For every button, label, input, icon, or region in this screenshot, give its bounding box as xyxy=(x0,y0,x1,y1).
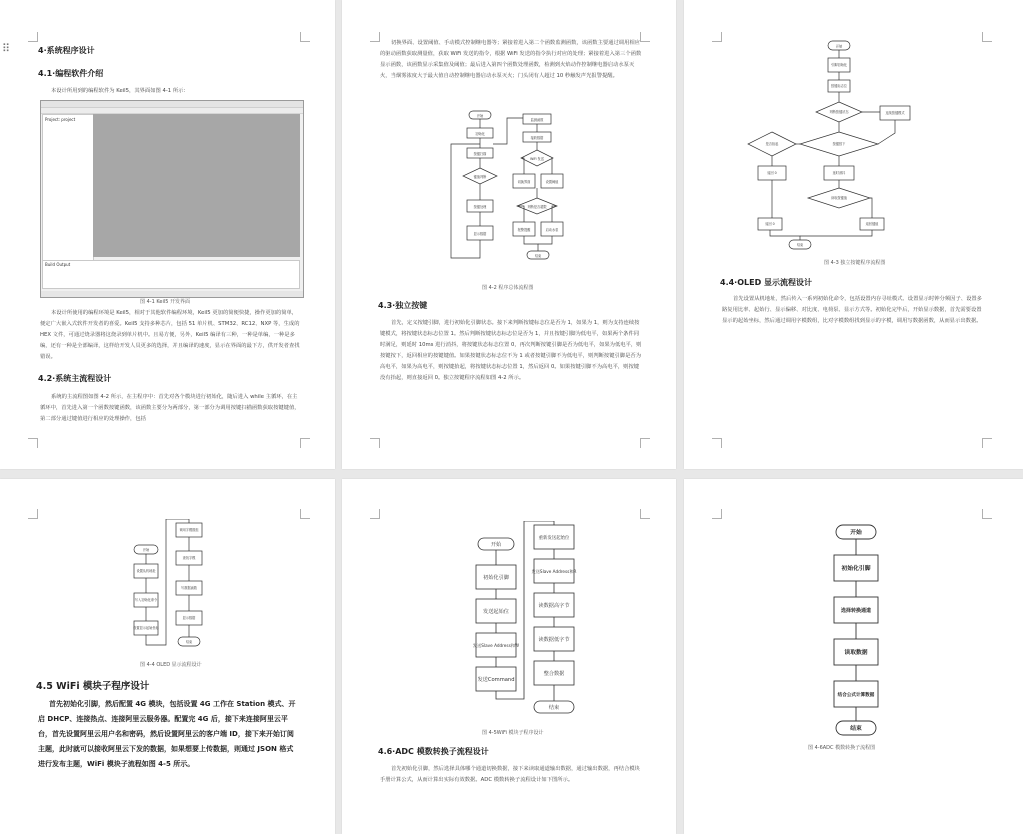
flow-label: 开始 xyxy=(476,114,484,118)
flow-label: 发送Command xyxy=(477,677,515,683)
flow-label: 写入初始化命令 xyxy=(134,598,158,602)
flow-label: 开始 xyxy=(142,548,150,552)
flow-label: 设置从机地址 xyxy=(136,569,156,573)
page-corner-mark xyxy=(300,509,310,519)
flow-label: 发送起始位 xyxy=(483,609,509,615)
flow-label: 查找字模 xyxy=(182,556,196,560)
flow-label: 报警提醒 xyxy=(517,228,531,232)
drag-handle-icon[interactable]: ⠿ xyxy=(2,42,12,55)
flow-label: WiFi 发送 xyxy=(530,157,544,161)
flow-label: 发送Slave Address和R xyxy=(531,569,577,574)
key-flowchart xyxy=(740,38,920,254)
flow-label: 返回键值 xyxy=(865,222,879,226)
section-heading-4-5: 4.5 WiFi 模块子程序设计 xyxy=(36,681,150,692)
flow-label: 读数据高字节 xyxy=(538,603,570,609)
flow-label: 调用字模数组 xyxy=(179,528,199,532)
flow-label: 结束 xyxy=(850,726,862,732)
flow-label: 返回 0 xyxy=(765,222,775,226)
flow-label: 读取按键值 xyxy=(831,196,847,200)
flow-label: 初始化 xyxy=(475,132,485,136)
output-label: Build Output xyxy=(45,262,71,267)
screenshot-editor-area xyxy=(93,114,300,257)
flow-label: 接收数据 xyxy=(530,136,544,140)
page-corner-mark xyxy=(982,438,992,448)
flow-label: 结束 xyxy=(534,254,542,258)
page-corner-mark xyxy=(370,32,380,42)
wifi-flowchart xyxy=(472,521,587,721)
adc-flowchart xyxy=(826,523,886,739)
flow-label: 按键扫描 xyxy=(473,152,487,156)
program-flowchart xyxy=(447,108,582,273)
page-corner-mark xyxy=(712,509,722,519)
flow-label: 监测函数 xyxy=(530,118,544,122)
flow-label: 结束 xyxy=(185,640,193,644)
flow-label: 判断是否超限 xyxy=(527,205,547,209)
section-heading-4-1: 4.1·编程软件介绍 xyxy=(38,69,104,78)
section-heading-4-2: 4.2·系统主流程设计 xyxy=(38,374,112,383)
keil5-screenshot xyxy=(40,100,304,298)
document-page-3 xyxy=(684,0,1023,469)
figure-caption: 图 4-4 OLED 显示流程设计 xyxy=(140,662,202,668)
document-page-4 xyxy=(0,479,335,834)
paragraph: 首先设置从机地址，然后传入一系列初始化命令，包括设置内存寻址模式、设置显示时钟分频因子、设置多路复用比率、起始行、显示偏移、对比度、电荷泵、显示方式等。初始化完毕后，开始显示数据，首先需要设置显示的起始坐标，然后通过调用字模数组，比对字模数组找到显示的字模，调用写数据函数，从而显示出数据。 xyxy=(722,296,982,324)
paragraph: 本设计所使用的编程环境是 Keil5，相对于其他软件编程环境，Keil5 更加的简便快捷，操作更加的简单，便定广大嵌入式软件开发者的喜爱。Keil5 支持多种芯片，包括 51 单片机、STM32、RC12、NXP 等，生成的 HEX 文件，可通过烧录器将这烧录到单片机中。且易方便，另外，Keil5 编译有三种，一种是单编，一种是多编，还有一种是全部编译，这样给开发人员更多的选择，并且编译的速度，显示在界面的最下方，供开发者查找错误。 xyxy=(40,310,300,360)
flow-label: 设置显示起始坐标 xyxy=(133,626,159,630)
page-corner-mark xyxy=(640,438,650,448)
flow-label: 按键按下 xyxy=(832,142,846,146)
page-corner-mark xyxy=(982,32,992,42)
figure-caption: 图 4-5WiFi 模块子程序设计 xyxy=(482,730,544,736)
flow-label: 重新发送起始位 xyxy=(538,536,570,541)
flow-label: 读数据低字节 xyxy=(538,637,570,643)
flow-label: 整合数据 xyxy=(543,671,565,677)
paragraph: 切换界面、设置阈值、手动模式控制继电器等；紧接着进入第二个函数监测函数，该函数主要通过调用相应的驱动函数获取测量值，获取 WiFi 发送的指令，根据 WiFi 发送的指令执行对应的处理；紧接着进入第三个函数显示函数，该函数显示采集值及阈值；最后进入第四个函数处理函数，检测到火焰动作控制继电器启动水泵灭火，当烟雾浓度大于最大值自动控制继电器启动水泵灭火；门头闭有人超过 10 秒触发声光报警提醒。 xyxy=(380,40,642,79)
chapter-heading: 4·系统程序设计 xyxy=(38,46,95,55)
flow-label: 开始 xyxy=(835,44,843,49)
document-page-2 xyxy=(342,0,676,469)
flow-label: 结合公式计算数据 xyxy=(837,693,875,698)
section-heading-4-3: 4.3·独立按键 xyxy=(378,301,428,310)
screenshot-titlebar xyxy=(41,101,303,108)
figure-caption: 图 4-1 Keil5 开发界面 xyxy=(140,299,191,305)
paragraph: 本设计所用到的编程软件为 Keil5，其界面如图 4-1 所示： xyxy=(51,88,189,94)
flow-label: 结束 xyxy=(796,243,804,247)
page-corner-mark xyxy=(300,32,310,42)
screenshot-project-panel xyxy=(42,114,94,263)
page-corner-mark xyxy=(370,509,380,519)
flow-label: 判断按键状态 xyxy=(829,110,849,114)
flow-label: 延时消抖 xyxy=(832,171,846,175)
screenshot-statusbar xyxy=(41,291,303,297)
flow-label: 开始 xyxy=(490,542,502,548)
page-corner-mark xyxy=(712,438,722,448)
flow-label: 显示数据 xyxy=(182,616,196,620)
paragraph: 首先初始化引脚，然后选择具体哪个通道切换数据，接下来读取通道输出数据，通过输出数据，再结合模块手册计算公式，从而计算出实际有效数据。ADC 模数转换子流程设计如下图所示。 xyxy=(380,766,640,783)
flow-label: 开始 xyxy=(850,530,862,536)
flow-label: 结束 xyxy=(548,705,560,711)
figure-caption: 图 4-3 独立按键程序流程图 xyxy=(824,260,886,266)
flow-label: 返回 0 xyxy=(767,171,777,175)
page-corner-mark xyxy=(300,438,310,448)
page-corner-mark xyxy=(370,438,380,448)
figure-caption: 图 4-2 程序总体流程图 xyxy=(482,285,534,291)
flow-label: 启动水泵 xyxy=(545,228,559,232)
flow-label: 读取数据 xyxy=(844,650,868,656)
flow-label: 初始化引脚 xyxy=(483,575,509,581)
page-corner-mark xyxy=(640,509,650,519)
page-corner-mark xyxy=(28,32,38,42)
paragraph: 首先初始化引脚，然后配置 4G 模块，包括设置 4G 工作在 Station 模式、开启 DHCP、连接热点、连接阿里云服务器。配置完 4G 后，接下来连接阿里云平台，首先设置阿里云用户名和密码，然后设置阿里云的客户端 ID，接下来开始订阅主题，此时就可以接收阿里云下发的数据，如果想要上传数据，则通过 JSON 格式进行发布主题，WiFi 模块子流程如图 4-5 所示。 xyxy=(38,700,296,768)
page-corner-mark xyxy=(712,32,722,42)
page-corner-mark xyxy=(28,438,38,448)
flow-label: 设置阈值 xyxy=(545,180,559,184)
project-label: Project: project xyxy=(45,117,76,122)
paragraph: 系统的主流程图如图 4-2 所示，在主程序中：首先对各个模块进行初始化，随后进入 while 主循环，在主循环中，首先进入第一个函数按键函数，该函数主要分为两部分，第一部分为调用按键扫描函数获取按键键值，第二部分通过键值进行相应的处理操作，包括 xyxy=(40,394,300,422)
page-corner-mark xyxy=(28,509,38,519)
flow-label: 显示数据 xyxy=(473,232,487,236)
flow-label: 选择转换通道 xyxy=(840,608,872,614)
flow-label: 键值判断 xyxy=(473,175,487,179)
section-heading-4-6: 4.6·ADC 模数转换子流程设计 xyxy=(378,747,489,756)
flow-label: 切换界面 xyxy=(517,180,531,184)
screenshot-output-panel xyxy=(42,260,300,289)
flow-label: 按键标志位 xyxy=(831,84,847,88)
flow-label: 发送Slave Address和W xyxy=(472,643,520,648)
flow-label: 写数据函数 xyxy=(181,586,197,590)
paragraph: 首先，定义按键引脚，进行初始化引脚状态。接下来判断按键标志位是否为 1，如果为 1，则为支持连续按键模式，将按键状态标志位置 1。然后判断按键状态标志位是否为 1，并且按键引脚为低电平，如果两个条件同时满足，则延时 10ms 进行消抖，将按键状态标志位置 0，再次判断按键引脚是否为低电平，如果为低电平，则按键按下，返回相应的按键键值。如果按键状态标志位不为 1 或者按键引脚不为低电平，则判断按键引脚是否为高电平，如果为高电平，则按键抬起，将按键状态标志位置 1，然后返回 0。如果按键引脚不为高电平，则按键没有抬起，则直接返回 0。独立按键程序流程如图 4-2 所示。 xyxy=(380,320,642,381)
document-page-1 xyxy=(0,0,335,469)
figure-caption: 图 4-6ADC 模数转换子流程图 xyxy=(808,745,876,751)
flow-label: 按键处理 xyxy=(473,205,487,209)
section-heading-4-4: 4.4·OLED 显示流程设计 xyxy=(720,278,812,287)
document-page-6 xyxy=(684,479,1023,834)
flow-label: 初始化引脚 xyxy=(841,566,871,572)
oled-flowchart xyxy=(128,519,223,655)
flow-label: 引脚初始化 xyxy=(831,63,847,67)
flow-label: 连续按键模式 xyxy=(885,111,905,115)
flow-label: 是否抬起 xyxy=(765,142,779,146)
document-page-5 xyxy=(342,479,676,834)
page-corner-mark xyxy=(982,509,992,519)
